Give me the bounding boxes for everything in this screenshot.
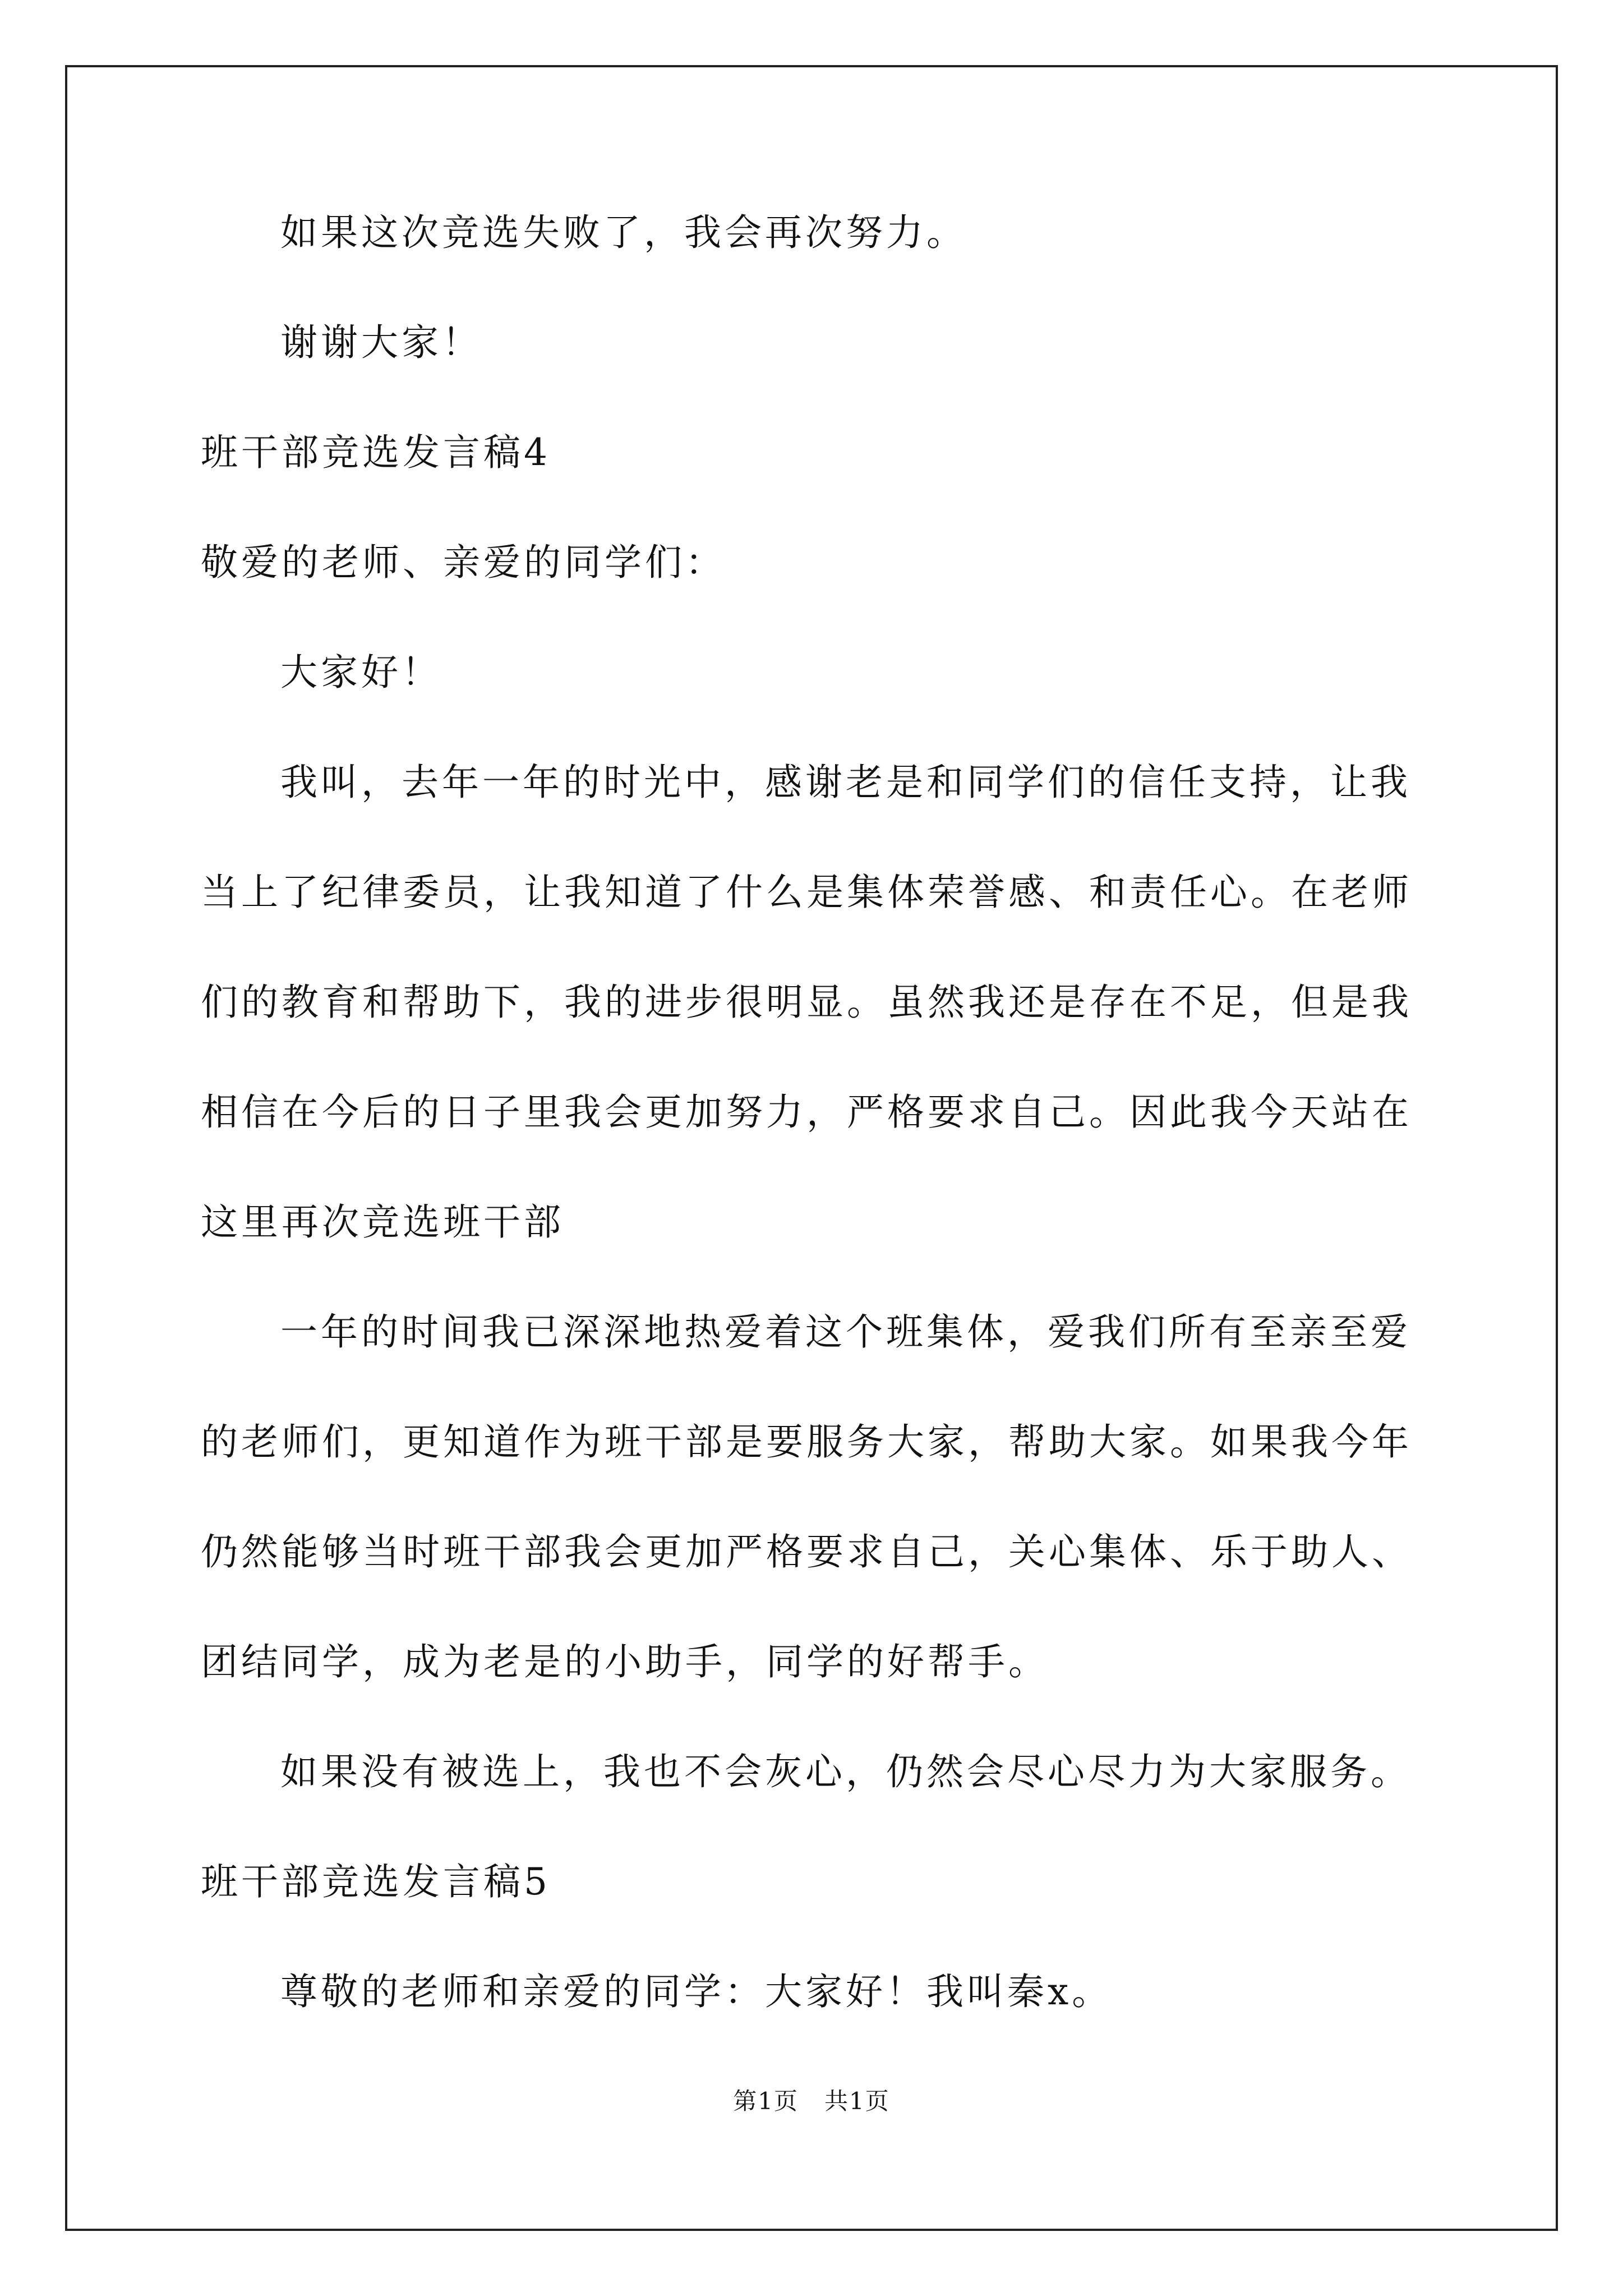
paragraph-line: 尊敬的老师和亲爱的同学：大家好！我叫秦x。 (280, 1970, 1113, 2013)
section-heading: 班干部竞选发言稿5 (201, 1860, 551, 1903)
paragraph-line: 如果这次竞选失败了，我会再次努力。 (280, 211, 967, 254)
paragraph-line: 仍然能够当时班干部我会更加严格要求自己，关心集体、乐于助人、 (201, 1530, 1412, 1573)
paragraph-line: 当上了纪律委员，让我知道了什么是集体荣誉感、和责任心。在老师 (201, 871, 1412, 914)
page-number: 第1页 (733, 2087, 799, 2115)
paragraph-line: 谢谢大家！ (280, 321, 482, 364)
paragraph-line: 们的教育和帮助下，我的进步很明显。虽然我还是存在不足，但是我 (201, 981, 1412, 1024)
page-total: 共1页 (824, 2087, 890, 2115)
page-footer (0, 2086, 1623, 2117)
paragraph-line: 的老师们，更知道作为班干部是要服务大家，帮助大家。如果我今年 (201, 1420, 1412, 1464)
salutation: 敬爱的老师、亲爱的同学们： (201, 541, 726, 584)
section-heading: 班干部竞选发言稿4 (201, 431, 551, 474)
paragraph-line: 如果没有被选上，我也不会灰心，仍然会尽心尽力为大家服务。 (280, 1750, 1411, 1793)
paragraph-line: 这里再次竞选班干部 (201, 1200, 564, 1244)
greeting: 大家好！ (280, 651, 442, 694)
paragraph-line: 相信在今后的日子里我会更加努力，严格要求自己。因此我今天站在 (201, 1091, 1412, 1134)
paragraph-line: 一年的时间我已深深地热爱着这个班集体，爱我们所有至亲至爱 (280, 1310, 1411, 1354)
paragraph-line: 我叫，去年一年的时光中，感谢老是和同学们的信任支持，让我 (280, 761, 1411, 804)
paragraph-line: 团结同学，成为老是的小助手，同学的好帮手。 (201, 1640, 1049, 1683)
